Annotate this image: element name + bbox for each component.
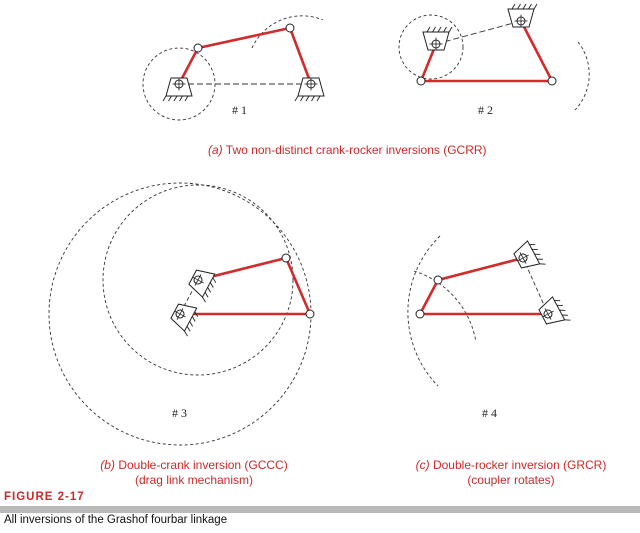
caption-b-line2: (drag link mechanism) (134, 473, 254, 487)
caption-c-letter: (c) (415, 458, 430, 472)
inversion-2 (399, 4, 589, 110)
caption-c (405, 458, 617, 488)
caption-a (208, 143, 487, 158)
joint-icon (434, 276, 442, 284)
inversion-3-label: # 3 (172, 406, 187, 420)
rocker-arc (575, 42, 589, 110)
ground-pivot-icon (295, 78, 324, 102)
ground-pivot-icon (508, 4, 537, 28)
moving-links (421, 21, 552, 81)
ground-pivot-icon (185, 265, 219, 302)
caption-b (88, 458, 300, 488)
rocker-arc (408, 236, 440, 386)
ground-pivot-icon (511, 239, 545, 276)
caption-b-line1: Double-crank inversion (GCCC) (118, 458, 288, 472)
ground-pivot-icon (423, 27, 452, 51)
rocker-arc (252, 16, 323, 48)
figure-number: FIGURE 2-17 (4, 491, 85, 503)
ground-pivot-icon (167, 299, 201, 336)
caption-a-letter: (a) (208, 143, 223, 157)
joint-icon (306, 310, 314, 318)
caption-b-letter: (b) (100, 458, 115, 472)
joint-icon (282, 254, 290, 262)
joint-icon (286, 24, 294, 32)
ground-pivot-icon (163, 78, 192, 102)
caption-c-line2: (coupler rotates) (467, 473, 555, 487)
joint-icon (417, 77, 425, 85)
joint-icon (194, 44, 202, 52)
joint-icon (548, 77, 556, 85)
figure-caption: All inversions of the Grashof fourbar linkage (4, 514, 228, 526)
inversion-4 (408, 236, 571, 386)
caption-c-line1: Double-rocker inversion (GRCR) (432, 458, 607, 472)
inversion-1-label: # 1 (232, 103, 247, 117)
caption-a-text: Two non-distinct crank-rocker inversions (GCRR) (225, 143, 487, 157)
joint-icon (416, 310, 424, 318)
inversion-2-label: # 2 (478, 103, 493, 117)
figure-rule (0, 506, 640, 513)
moving-links (179, 28, 311, 84)
inversion-4-label: # 4 (482, 406, 497, 420)
